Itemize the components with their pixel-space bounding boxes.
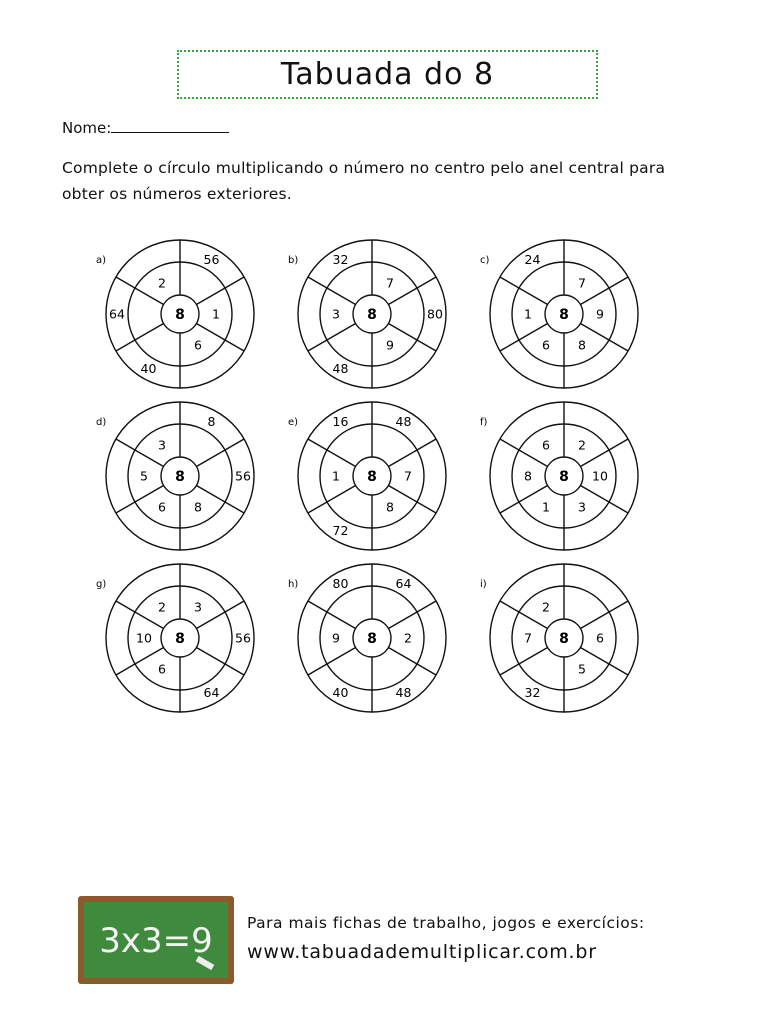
inner-value: 6 xyxy=(596,630,604,646)
footer-text: Para mais fichas de trabalho, jogos e exercícios: xyxy=(247,914,645,932)
inner-value: 8 xyxy=(578,337,586,353)
inner-value: 3 xyxy=(194,599,202,615)
outer-value: 64 xyxy=(395,575,412,591)
outer-value: 56 xyxy=(203,251,220,267)
inner-value: 5 xyxy=(140,468,148,484)
outer-value: 64 xyxy=(109,306,125,322)
wheel-b xyxy=(288,240,446,388)
outer-value: 48 xyxy=(395,413,412,429)
wheel-label: d) xyxy=(96,417,107,428)
inner-value: 7 xyxy=(578,275,586,291)
outer-value: 32 xyxy=(524,685,541,701)
wheel-c xyxy=(480,240,638,388)
center-number: 8 xyxy=(559,307,569,323)
inner-value: 7 xyxy=(404,468,412,484)
outer-value: 64 xyxy=(203,685,220,701)
wheel-label: g) xyxy=(96,579,107,590)
footer-url[interactable]: www.tabuadademultiplicar.com.br xyxy=(247,941,597,963)
outer-value: 40 xyxy=(140,361,157,377)
inner-value: 2 xyxy=(542,599,550,615)
outer-value: 48 xyxy=(332,361,349,377)
inner-value: 9 xyxy=(596,306,604,322)
inner-value: 1 xyxy=(542,499,550,515)
wheel-label: a) xyxy=(96,255,107,266)
inner-value: 2 xyxy=(404,630,412,646)
outer-value: 56 xyxy=(235,630,251,646)
outer-value: 32 xyxy=(332,251,349,267)
inner-value: 3 xyxy=(158,437,166,453)
inner-value: 6 xyxy=(542,437,550,453)
name-label: Nome: xyxy=(62,119,112,137)
outer-value: 56 xyxy=(235,468,251,484)
inner-value: 3 xyxy=(578,499,586,515)
outer-value: 8 xyxy=(207,413,216,429)
chalkboard-text: 3x3=9 xyxy=(99,921,213,961)
outer-value: 24 xyxy=(524,251,541,267)
inner-value: 9 xyxy=(332,630,340,646)
outer-value: 16 xyxy=(332,413,349,429)
inner-value: 1 xyxy=(332,468,340,484)
center-number: 8 xyxy=(367,307,377,323)
inner-value: 6 xyxy=(542,337,550,353)
wheel-label: h) xyxy=(288,579,299,590)
inner-value: 3 xyxy=(332,306,340,322)
wheel-g xyxy=(96,564,254,712)
inner-value: 9 xyxy=(386,337,394,353)
inner-value: 2 xyxy=(158,275,166,291)
wheel-e xyxy=(288,402,446,550)
wheel-a xyxy=(96,240,254,388)
wheel-label: f) xyxy=(480,417,488,428)
wheel-i xyxy=(480,564,638,712)
center-number: 8 xyxy=(559,631,569,647)
page-title: Tabuada do 8 xyxy=(280,57,495,92)
inner-value: 5 xyxy=(578,661,586,677)
inner-value: 10 xyxy=(136,630,152,646)
outer-value: 48 xyxy=(395,685,412,701)
inner-value: 2 xyxy=(578,437,586,453)
inner-value: 8 xyxy=(386,499,394,515)
instructions: Complete o círculo multiplicando o número no centro pelo anel central para obter os números exteriores. xyxy=(62,159,666,203)
inner-value: 6 xyxy=(158,661,166,677)
wheel-label: i) xyxy=(480,579,487,590)
wheel-h xyxy=(288,564,446,712)
inner-value: 8 xyxy=(524,468,532,484)
inner-value: 1 xyxy=(524,306,532,322)
chalkboard-logo xyxy=(78,896,234,984)
outer-value: 40 xyxy=(332,685,349,701)
center-number: 8 xyxy=(175,469,185,485)
inner-value: 7 xyxy=(524,630,532,646)
inner-value: 10 xyxy=(592,468,608,484)
wheel-label: e) xyxy=(288,417,299,428)
wheel-d xyxy=(96,402,254,550)
wheel-label: c) xyxy=(480,255,490,266)
inner-value: 6 xyxy=(158,499,166,515)
inner-value: 2 xyxy=(158,599,166,615)
inner-value: 7 xyxy=(386,275,394,291)
center-number: 8 xyxy=(175,631,185,647)
center-number: 8 xyxy=(175,307,185,323)
inner-value: 8 xyxy=(194,499,202,515)
inner-value: 6 xyxy=(194,337,202,353)
center-number: 8 xyxy=(367,631,377,647)
outer-value: 80 xyxy=(332,575,349,591)
wheel-f xyxy=(480,402,638,550)
outer-value: 80 xyxy=(427,306,443,322)
wheel-label: b) xyxy=(288,255,299,266)
center-number: 8 xyxy=(559,469,569,485)
center-number: 8 xyxy=(367,469,377,485)
outer-value: 72 xyxy=(332,523,349,539)
inner-value: 1 xyxy=(212,306,220,322)
